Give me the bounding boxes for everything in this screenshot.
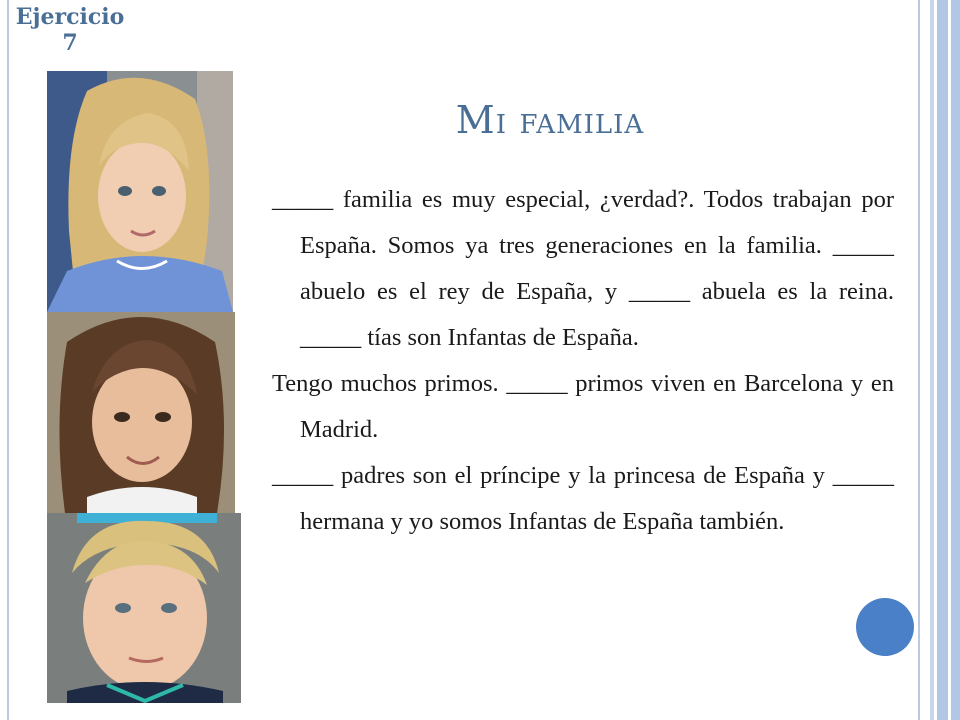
- title-first-letter: M: [455, 98, 496, 142]
- page-title: [300, 98, 800, 142]
- right-frame-line: [918, 0, 920, 720]
- paragraph-family: _____ familia es muy especial, ¿verdad?. Todos trabajan por España. Somos ya tres generaciones en la familia. _____ abuelo es el rey de España, y _____ abuela es la reina. _____ tías son Infantas de España.: [272, 186, 894, 351]
- paragraph-cousins: Tengo muchos primos. _____ primos viven en Barcelona y en Madrid.: [272, 370, 894, 443]
- left-frame-line: [7, 0, 9, 720]
- exercise-label: [10, 4, 130, 56]
- exercise-text: [272, 177, 894, 545]
- decorative-circle: [856, 598, 914, 656]
- exercise-label-number: 7: [62, 30, 78, 56]
- photo-braided-girl: [47, 312, 235, 513]
- paragraph-parents: _____ padres son el príncipe y la princesa de España y _____ hermana y yo somos Infantas de España también.: [272, 462, 894, 535]
- photo-blonde-girl: [47, 71, 233, 312]
- right-decorative-strip: [930, 0, 960, 720]
- photo-blonde-boy: [47, 513, 241, 703]
- photo-column: [47, 71, 241, 703]
- exercise-label-word: Ejercicio: [15, 4, 125, 30]
- title-first-word-rest: I: [495, 110, 507, 140]
- title-second-word: FAMILIA: [519, 110, 645, 140]
